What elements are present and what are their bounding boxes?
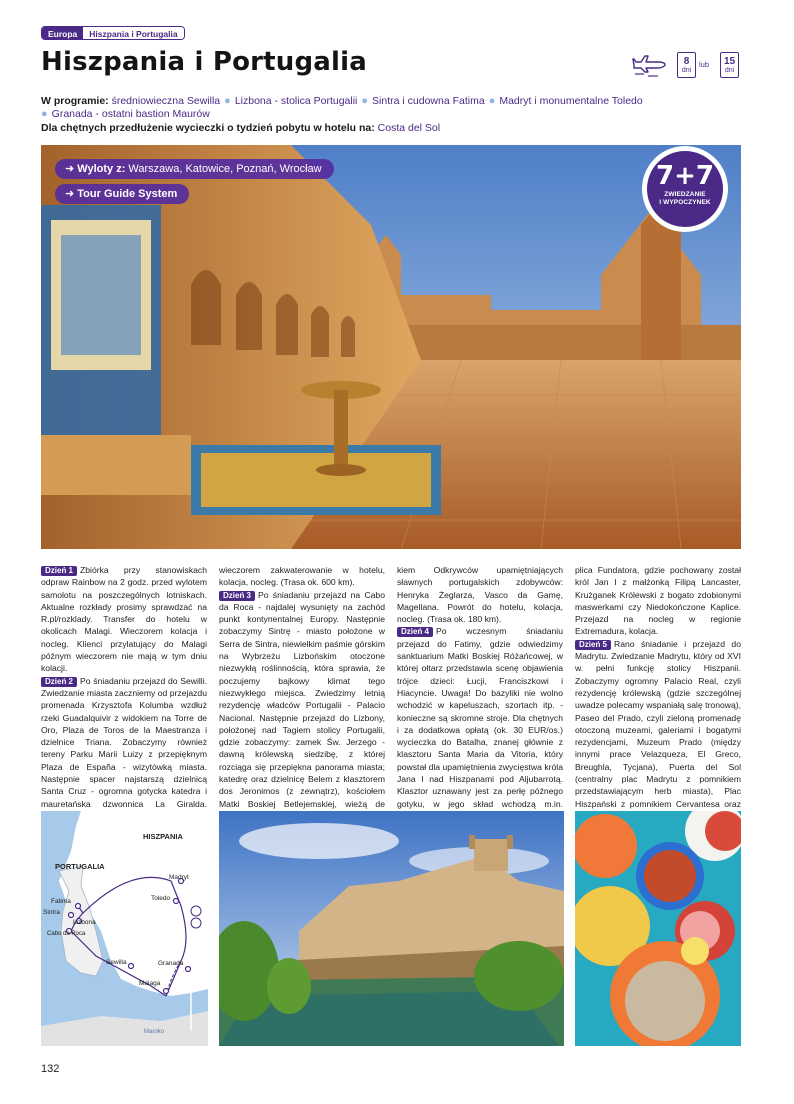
- itinerary-columns: [41, 564, 741, 835]
- program-list: [41, 95, 761, 121]
- duration-8-days: 8 dni: [677, 52, 696, 78]
- extension-label: Dla chętnych przedłużenie wycieczki o tydzień pobytu w hotelu na:: [41, 122, 375, 134]
- program-item: Granada - ostatni bastion Maurów: [51, 108, 210, 120]
- day-label: Dzień 3: [219, 591, 255, 601]
- route-map-drawing: [41, 811, 208, 1046]
- tour-guide-label: Tour Guide System: [77, 188, 178, 200]
- map-city-madryt: Madryt: [169, 874, 189, 881]
- tour-guide-tag: [55, 184, 189, 204]
- toledo-illustration: [219, 811, 564, 1046]
- program-item: Lizbona - stolica Portugalii: [234, 95, 358, 107]
- map-city-sintra: Sintra: [43, 909, 60, 916]
- page-number: 132: [41, 1063, 60, 1075]
- bullet-icon: ●: [361, 95, 369, 107]
- program-item: średniowieczna Sewilla: [111, 95, 221, 107]
- itinerary-paragraph: Dzień 4 Po wczesnym śniadaniu przejazd do Fatimy, gdzie odwiedzimy sanktuarium Matki Boskiej Różańcowej, w której ołtarz przedstawia scenę objawienia trójce dzieci: Łucji, Franciszkowi i Hiacyncie. Uwaga! Do bazyliki nie wolno wchodzić w kapeluszach, szortach itp. - konieczne są skromne stroje. Dla chętnych i za dodatkowa opłatą (ok. 30 EUR/os.) wycieczka do Batalha, znanej głównie z klasztoru Santa Maria da Vitoria, który powstał dla upamiętnienia zwycięstwa króla Jana I nad Hiszpanami pod Aljubarrotą. Klasztor uznawany jest za perłę późnego gotyku, w jego skład wchodzą m.in.: [397, 626, 563, 809]
- map-city-cabo-da-roca: Cabo da Roca: [47, 931, 86, 937]
- arrow-right-icon: ➜: [65, 163, 75, 175]
- bullet-icon: ●: [41, 108, 48, 120]
- tapas-photo: [575, 811, 741, 1046]
- badge-days: 7+7: [656, 161, 714, 191]
- itinerary-column-3: [397, 564, 563, 835]
- map-label-maroko: Maroko: [144, 1029, 165, 1035]
- itinerary-column-1: [41, 564, 207, 835]
- breadcrumb-region[interactable]: Europa: [42, 27, 83, 39]
- day-label: Dzień 4: [397, 627, 433, 637]
- breadcrumb: [41, 26, 185, 40]
- map-city-malaga: Malaga: [139, 980, 161, 987]
- airplane-icon: [632, 52, 668, 78]
- map-city-fatima: Fatima: [51, 898, 71, 905]
- hero-illustration: [41, 145, 741, 549]
- bullet-icon: ●: [224, 95, 231, 107]
- hero-photo-plaza-de-espana: [41, 145, 741, 549]
- arrow-right-icon: ➜: [65, 188, 75, 200]
- itinerary-paragraph: Dzień 2 Po śniadaniu przejazd do Sewilli. Zwiedzanie miasta zaczniemy od przejazdu promenada Krzysztofa Kolumba wzdłuż rzeki Guadalquivir z widokiem na Torre de Oro, Plaza de Toros de la Maestranza i dzielnice Triana. Zobaczymy również tereny Parku Marii Luizy z przepięknym Plaza de España - wizytówką miasta. Następnie spacer najstarszą dzielnicą Santa Cruz - ogromna gotycka katedra i mauretańska dzwonnica La Giralda.: [41, 675, 207, 809]
- tapas-illustration: [575, 811, 741, 1046]
- itinerary-column-4: [575, 564, 741, 835]
- day-label: Dzień 1: [41, 566, 77, 576]
- itinerary-paragraph: plica Fundatora, gdzie pochowany został król Jan I z małżonką Filipą Lancaster, Krużganek Królewski z bogato zdobionymi maswerkami czy Niedokończone Kaplice. Przejazd na nocleg w regionie Extremadura, kolacja.: [575, 565, 741, 637]
- itinerary-paragraph: Dzień 3 Po śniadaniu przejazd na Cabo da Roca - najdalej wysunięty na zachód punkt kontynentalnej Europy. Następnie zobaczymy Sintrę - miasto położone w Serra de Sintra, niewielkim paśmie górskim na Wybrzeżu Lizbońskim otoczone niezwykłą roślinnością, która sprawia, że poczujemy bajkowy klimat tego niezwykłego miejsca. Zwiedzimy letnią rezydencję władców Portugalii - Palacio Nacional. Następnie przejazd do Lizbony, położonej nad Tagiem stolicy Portugalii, gdzie zobaczymy: zamek Św. Jerzego - dawną królewską siedzibę, z której rozciąga się przepiękna panorama miasta; katedrę oraz dzielnicę Belem z klasztorem dos Jeronimos (z zewnątrz), kościołem Matki Boskiej Betlejemskiej, wieżą de: [219, 589, 385, 809]
- duration-15-days: 15 dni: [720, 52, 739, 78]
- day-label: Dzień 5: [575, 640, 611, 650]
- departures-cities: Warszawa, Katowice, Poznań, Wrocław: [128, 163, 322, 175]
- map-city-sewilla: Sewilla: [106, 959, 127, 966]
- route-map: [41, 811, 208, 1046]
- bullet-icon: ●: [488, 95, 496, 107]
- sightseeing-relax-badge: [642, 146, 728, 232]
- breadcrumb-trip[interactable]: Hiszpania i Portugalia: [83, 27, 183, 39]
- extension-place: Costa del Sol: [377, 122, 441, 134]
- page-title: Hiszpania i Portugalia: [41, 47, 368, 77]
- day-label: Dzień 2: [41, 677, 77, 687]
- badge-line1: ZWIEDZANIE: [664, 191, 706, 198]
- itinerary-column-2: [219, 564, 385, 835]
- itinerary-paragraph: kiem Odkrywców upamiętniających sławnych portugalskich zdobywców: Henryka Żeglarza, Vasco da Gamę, Magellana. Powrót do hotelu, kolacja, nocleg. (Trasa ok. 180 km).: [397, 565, 563, 625]
- map-label-portugalia: PORTUGALIA: [55, 862, 105, 871]
- map-city-toledo: Toledo: [151, 895, 171, 902]
- departures-tag: [55, 159, 334, 179]
- program-label: W programie:: [41, 95, 109, 107]
- program-item: Madryt i monumentalne Toledo: [499, 95, 643, 107]
- map-label-hiszpania: HISZPANIA: [143, 832, 183, 841]
- program-item: Sintra i cudowna Fatima: [372, 95, 485, 107]
- itinerary-paragraph: Dzień 5 Rano śniadanie i przejazd do Madrytu. Zwiedzanie Madrytu, który od XVI w. pełni funkcję stolicy Hiszpanii. Zobaczymy ogromny Palacio Real, czyli rezydencję królewską (gdzie szczególnej uwadze polecamy wspaniałą salę tronową), Paseo del Prado, czyli zieloną promenadę otoczoną muzeami, galeriami i bogatymi rezydencjami, Muzeum Prado (między innymi prace Velazqueza, El Greco, Breughla, Tycjana), Puerta del Sol (centralny plac Madrytu z pomnikiem przedstawiającym herb miasta), Plac Hiszpański z pomnikiem Cervantesa oraz: [575, 638, 741, 809]
- duration-separator: lub: [699, 60, 710, 69]
- extension-note: [41, 122, 440, 135]
- itinerary-paragraph: Dzień 1 Zbiórka przy stanowiskach odpraw Rainbow na 2 godz. przed wylotem samolotu na poszczególnych lotniskach. Aktualne rozkłady prosimy sprawdzać na R.pl/rozklady. Transfer do hotelu w okolicach Malagi. Wieczorem kolacja i nocleg. Klienci przylatujący do Malagi późnym wieczorem nie mają w tym dniu kolacji.: [41, 565, 207, 674]
- map-city-granada: Granada: [158, 960, 184, 967]
- departures-label: Wyloty z:: [77, 163, 126, 175]
- toledo-photo: [219, 811, 564, 1046]
- badge-line2: I WYPOCZYNEK: [659, 199, 711, 206]
- map-city-lizbona: Lizbona: [73, 919, 96, 926]
- itinerary-paragraph: wieczorem zakwaterowanie w hotelu, kolacja, nocleg. (Trasa ok. 600 km).: [219, 565, 385, 588]
